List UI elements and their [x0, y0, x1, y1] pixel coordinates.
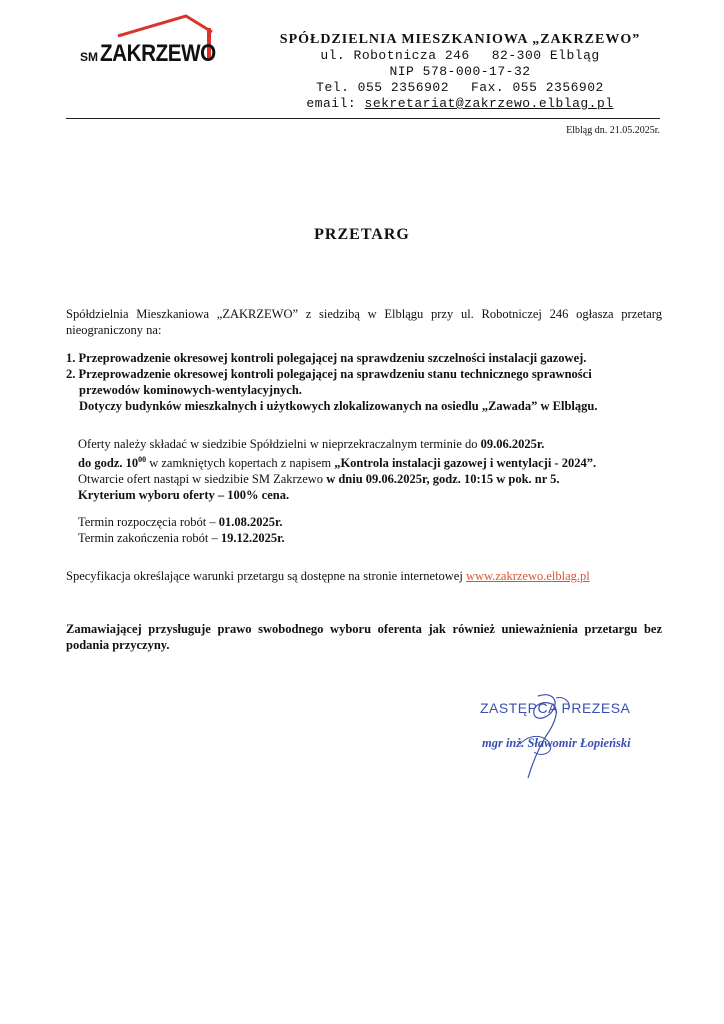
email-line [270, 96, 650, 112]
offer-opening [78, 471, 668, 487]
tender-items [66, 350, 666, 414]
document-date: Elbląg dn. 21.05.2025r. [566, 125, 660, 136]
address-line [270, 48, 650, 64]
contact-phones [270, 80, 650, 96]
offer-deadline-date: 09.06.2025r. [480, 437, 545, 451]
intro-paragraph: Spółdzielnia Mieszkaniowa „ZAKRZEWO” z siedzibą w Elblągu przy ul. Robotniczej 246 ogłasza przetarg nieograniczony na: [66, 307, 662, 337]
offers-section [78, 436, 668, 503]
work-terms [78, 514, 478, 546]
offer-deadline-text: Oferty należy składać w siedzibie Spółdzielni w nieprzekraczalnym terminie do [78, 437, 481, 451]
nip-number: NIP 578-000-17-32 [389, 64, 531, 79]
offer-hour-minutes: 00 [138, 455, 147, 464]
tender-item-2-cont: przewodów kominowych-wentylacyjnych. [79, 383, 302, 397]
email-link[interactable]: sekretariat@zakrzewo.elblag.pl [364, 96, 614, 111]
logo-name: ZAKRZEWO [100, 40, 216, 67]
offer-envelope-title: „Kontrola instalacji gazowej i wentylacji - 2024”. [334, 456, 597, 471]
start-term [78, 514, 478, 530]
website-link[interactable]: www.zakrzewo.elblag.pl [465, 569, 590, 583]
company-logo [80, 14, 220, 74]
logo-prefix: SM [80, 50, 98, 64]
start-term-label: Termin rozpoczęcia robót – [78, 515, 219, 529]
tender-scope-note: Dotyczy budynków mieszkalnych i użytkowych zlokalizowanych na osiedlu „Zawada” w Elblągu. [79, 399, 598, 413]
city-address: 82-300 Elbląg [491, 48, 600, 63]
reservation-clause: Zamawiającej przysługuje prawo swobodnego wyboru oferenta jak również unieważnienia przetargu bez podania przyczyny. [66, 622, 662, 652]
offer-envelope-text: w zamkniętych kopertach z napisem [146, 456, 335, 471]
signature-stamp [480, 692, 680, 782]
fax-number: Fax. 055 2356902 [471, 80, 604, 95]
document-title: PRZETARG [314, 226, 410, 243]
selection-criterion: Kryterium wyboru oferty – 100% cena. [78, 488, 290, 503]
handwritten-signature-icon [480, 692, 680, 782]
email-label: email: [306, 96, 357, 111]
end-term-date: 19.12.2025r. [220, 531, 285, 545]
offer-opening-text: Otwarcie ofert nastąpi w siedzibie SM Zakrzewo [78, 472, 327, 487]
end-term [78, 530, 478, 546]
specification-text: Specyfikacja określające warunki przetargu są dostępne na stronie internetowej [66, 569, 466, 583]
tender-item-1: 1. Przeprowadzenie okresowej kontroli polegającej na sprawdzeniu szczelności instalacji gazowej. [66, 351, 587, 365]
start-term-date: 01.08.2025r. [218, 515, 283, 529]
offer-deadline [78, 436, 668, 452]
tender-item-2: 2. Przeprowadzenie okresowej kontroli polegającej na sprawdzeniu stanu technicznego sprawności [66, 367, 592, 381]
offer-envelope [78, 452, 668, 471]
end-term-label: Termin zakończenia robót – [78, 531, 221, 545]
offer-hour: do godz. 10 [78, 456, 139, 471]
header-divider [66, 118, 660, 119]
organization-name: SPÓŁDZIELNIA MIESZKANIOWA „ZAKRZEWO” [279, 32, 641, 47]
letterhead [270, 32, 650, 112]
specification-note [66, 568, 666, 584]
signatory-name: mgr inż. Sławomir Łopieński [482, 736, 631, 750]
signatory-role: ZASTĘPCA PREZESA [480, 700, 631, 716]
offer-opening-date: w dniu 09.06.2025r, godz. 10:15 w pok. nr 5. [326, 472, 560, 487]
phone-number: Tel. 055 2356902 [316, 80, 449, 95]
street-address: ul. Robotnicza 246 [320, 48, 470, 63]
